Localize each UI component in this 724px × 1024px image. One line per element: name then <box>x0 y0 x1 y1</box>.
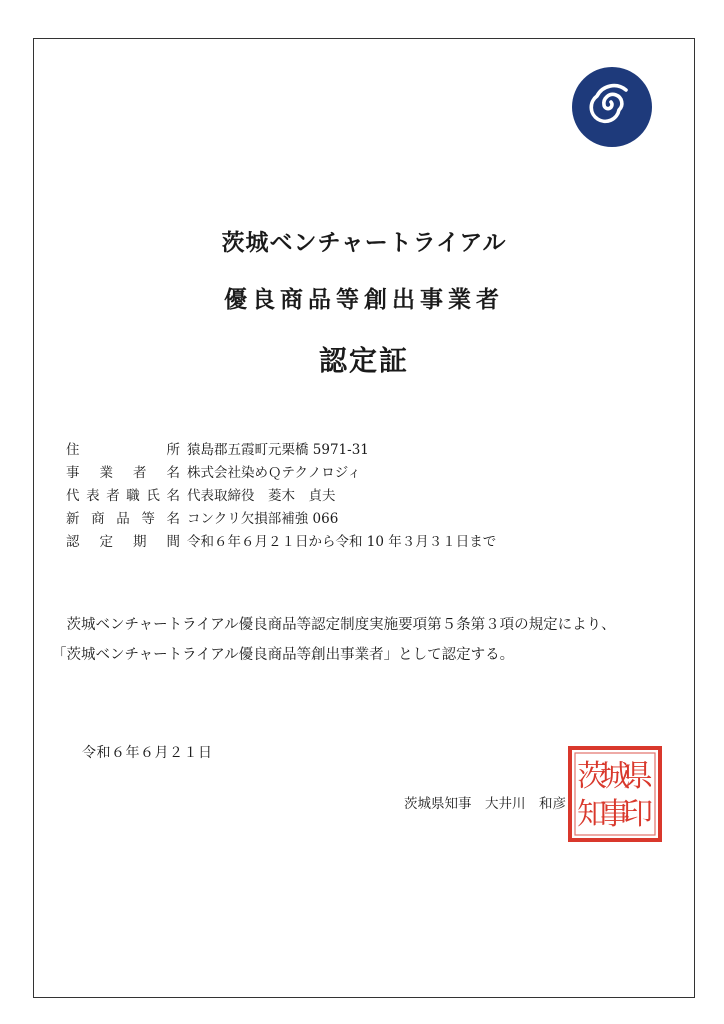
statement-line-2: 「茨城ベンチャートライアル優良商品等創出事業者」として認定する。 <box>52 647 515 663</box>
certificate-title-line2: 優良商品等創出事業者 <box>224 287 504 313</box>
info-row <box>66 436 496 459</box>
seal-character: 事 <box>600 797 630 832</box>
info-row <box>66 482 496 505</box>
info-row <box>66 459 496 482</box>
info-table <box>66 436 496 551</box>
seal-character: 茨 <box>577 759 607 794</box>
info-value: 代表取締役 菱木 貞夫 <box>187 487 336 504</box>
seal-character: 県 <box>623 759 653 794</box>
statement-line-1: 茨城ベンチャートライアル優良商品等認定制度実施要項第５条第３項の規定により、 <box>52 617 616 633</box>
info-row <box>66 505 496 528</box>
issue-date: 令和６年６月２１日 <box>82 745 213 761</box>
certificate-title-main: 認定証 <box>318 344 409 377</box>
info-value: 猿島郡五霞町元栗橋 5971-31 <box>187 441 369 458</box>
seal-character: 印 <box>623 797 653 832</box>
prefecture-logo-icon <box>571 66 653 148</box>
seal-character: 知 <box>577 797 607 832</box>
certification-statement <box>52 610 692 670</box>
info-label: 住 所 <box>66 441 180 458</box>
info-label: 認 定 期 間 <box>66 533 180 550</box>
info-value: 令和６年６月２１日から令和 10 年３月３１日まで <box>187 533 497 550</box>
info-label: 新 商 品 等 名 <box>66 510 180 527</box>
info-value: 株式会社染めＱテクノロジィ <box>187 464 361 481</box>
official-seal-stamp <box>567 745 663 843</box>
info-label: 代 表 者 職 氏 名 <box>66 487 180 504</box>
seal-character: 城 <box>600 759 630 794</box>
governor-signature: 茨城県知事 大井川 和彦 <box>404 796 566 812</box>
info-row <box>66 528 496 551</box>
info-value: コンクリ欠損部補強 066 <box>187 510 339 527</box>
info-label: 事 業 者 名 <box>66 464 180 481</box>
certificate-title-line1: 茨城ベンチャートライアル <box>221 230 507 256</box>
